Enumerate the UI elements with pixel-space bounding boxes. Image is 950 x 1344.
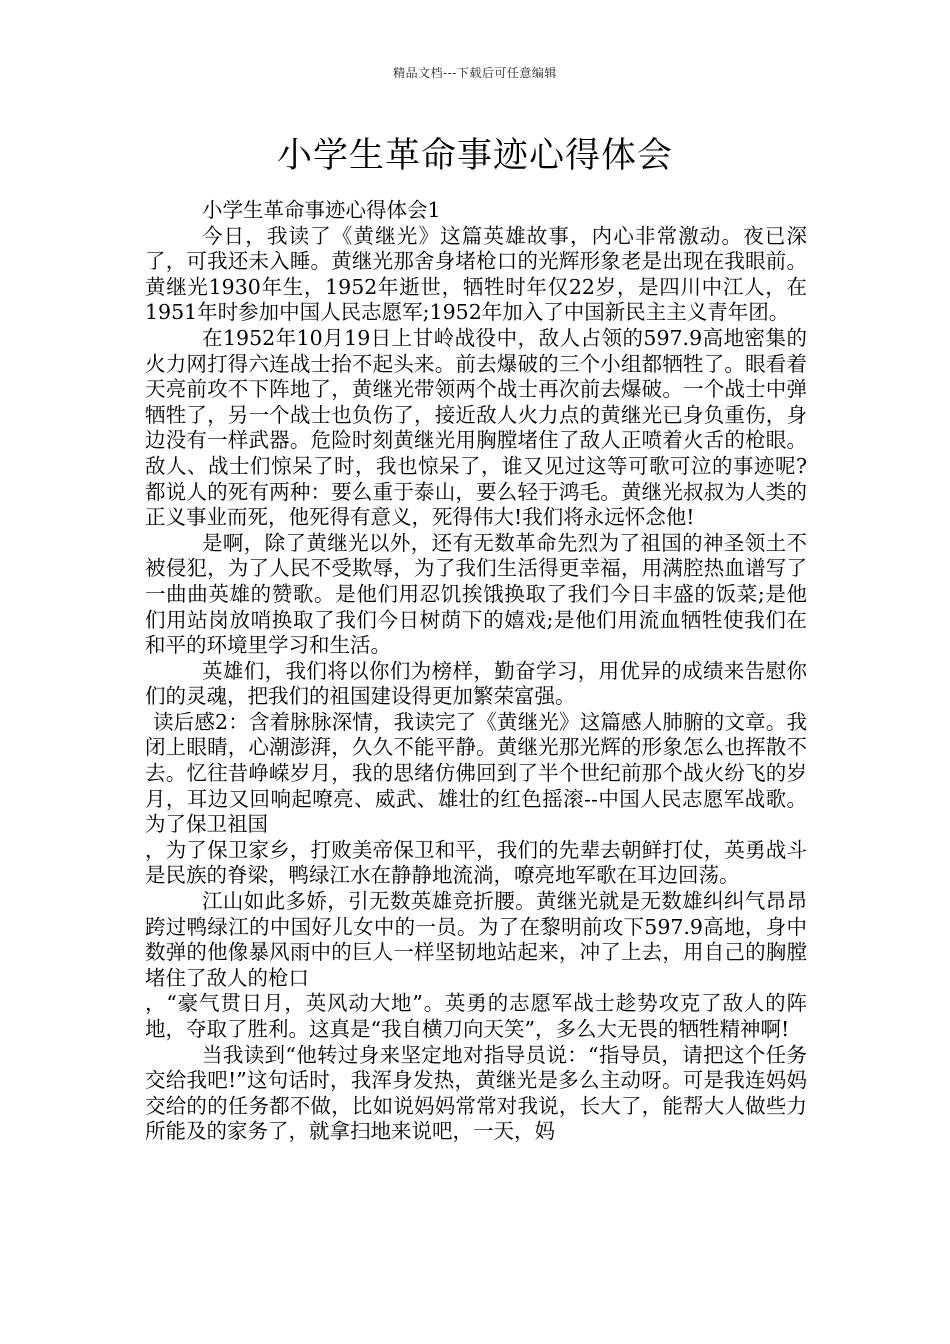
section-heading: 小学生革命事迹心得体会1	[202, 198, 441, 222]
paragraph: ，为了保卫家乡，打败美帝保卫和平，我们的先辈去朝鲜打仗，英勇战斗是民族的脊梁，鸭绿江水在静静地流淌，嘹亮地军歌在耳边回荡。	[145, 837, 807, 888]
paragraph: ，“豪气贯日月，英风动大地”。英勇的志愿军战士趁势攻克了敌人的阵地，夺取了胜利。这真是“我自横刀向天笑”，多么大无畏的牺牲精神啊!	[145, 991, 807, 1041]
paragraph: 当我读到“他转过身来坚定地对指导员说：“指导员，请把这个任务交给我吧!”这句话时，我浑身发热，黄继光是多么主动呀。可是我连妈妈交给的的任务都不做，比如说妈妈常常对我说，长大了，能帮大人做些力所能及的家务了，就拿扫地来说吧，一天，妈	[145, 1042, 807, 1144]
document-body	[145, 198, 807, 1145]
paragraph: 在1952年10月19日上甘岭战役中，敌人占领的597.9高地密集的火力网打得六连战士抬不起头来。前去爆破的三个小组都牺牲了。眼看着天亮前攻不下阵地了，黄继光带领两个战士再次前去爆破。一个战士中弹牺牲了，另一个战士也负伤了，接近敌人火力点的黄继光已身负重伤，身边没有一样武器。危险时刻黄继光用胸膛堵住了敌人正喷着火舌的枪眼。敌人、战士们惊呆了时，我也惊呆了，谁又见过这等可歌可泣的事迹呢?都说人的死有两种：要么重于泰山，要么轻于鸿毛。黄继光叔叔为人类的正义事业而死，他死得有意义，死得伟大!我们将永远怀念他!	[145, 325, 807, 530]
paragraph: 读后感2：含着脉脉深情，我读完了《黄继光》这篇感人肺腑的文章。我闭上眼睛，心潮澎湃，久久不能平静。黄继光那光辉的形象怎么也挥散不去。忆往昔峥嵘岁月，我的思绪仿佛回到了半个世纪前那个战火纷飞的岁月，耳边又回响起嘹亮、威武、雄壮的红色摇滚--中国人民志愿军战歌。为了保卫祖国	[145, 709, 807, 837]
document-title: 小学生革命事迹心得体会	[276, 136, 673, 176]
paragraph: 是啊，除了黄继光以外，还有无数革命先烈为了祖国的神圣领土不被侵犯，为了人民不受欺辱，为了我们生活得更幸福，用满腔热血谱写了一曲曲英雄的赞歌。是他们用忍饥挨饿换取了我们今日丰盛的饭菜;是他们用站岗放哨换取了我们今日树荫下的嬉戏;是他们用流血牺牲使我们在和平的环境里学习和生活。	[145, 530, 807, 658]
paragraph: 英雄们，我们将以你们为榜样，勤奋学习，用优异的成绩来告慰你们的灵魂，把我们的祖国建设得更加繁荣富强。	[145, 658, 807, 709]
header-note: 精品文档---下载后可任意编辑	[393, 66, 557, 80]
paragraph: 今日，我读了《黄继光》这篇英雄故事，内心非常激动。夜已深了，可我还未入睡。黄继光那舍身堵枪口的光辉形象老是出现在我眼前。黄继光1930年生，1952年逝世，牺牲时年仅22岁，是四川中江人，在1951年时参加中国人民志愿军;1952年加入了中国新民主主义青年团。	[145, 223, 807, 325]
paragraph: 江山如此多娇，引无数英雄竞折腰。黄继光就是无数雄纠纠气昂昂跨过鸭绿江的中国好儿女中的一员。为了在黎明前攻下597.9高地，身中数弹的他像暴风雨中的巨人一样坚韧地站起来，冲了上去，用自己的胸膛堵住了敌人的枪口	[145, 889, 807, 990]
